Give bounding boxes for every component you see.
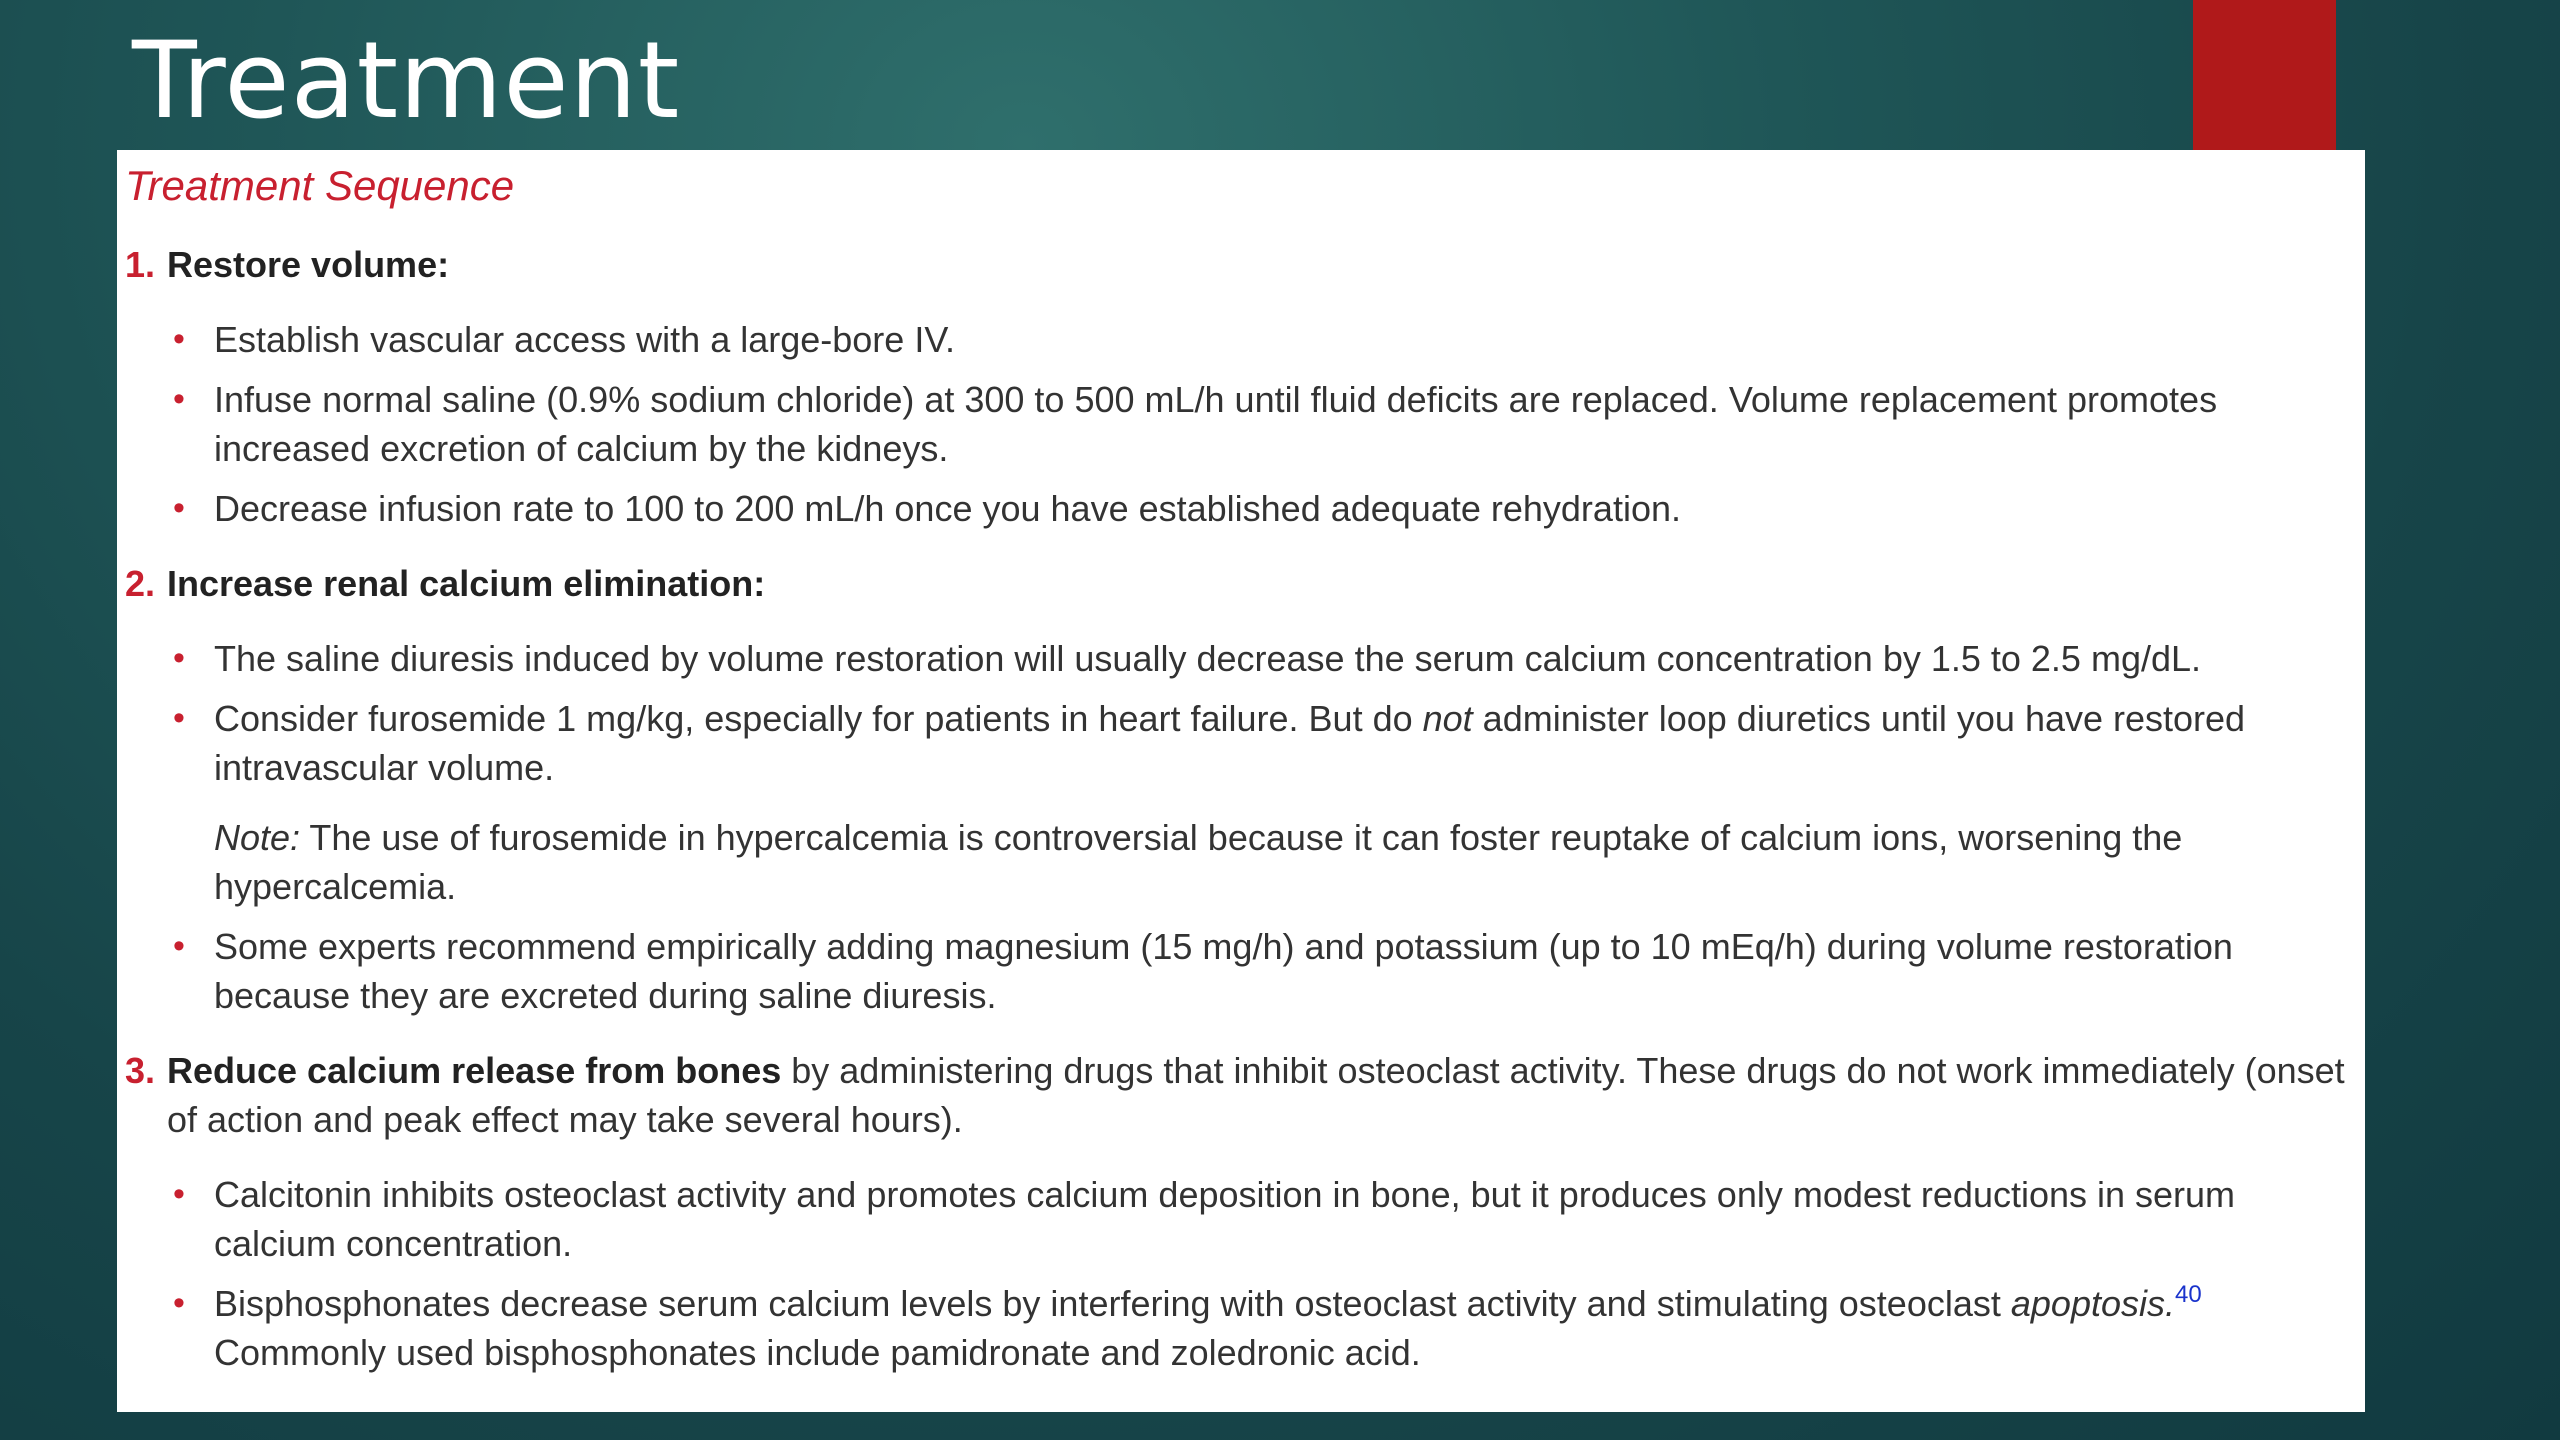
note-text: The use of furosemide in hypercalcemia is controversial because it can foster reuptake of calcium ions, worsening the hypercalcemia. [214,817,2183,907]
step-bullets [167,634,2357,1020]
step-number: 3. [125,1050,156,1091]
bullet-text [214,1283,2202,1373]
step-number: 1. [125,244,156,285]
section-heading: Treatment Sequence [125,162,515,209]
bullet-dot-icon: • [173,639,185,677]
slide-title: Treatment [132,19,681,142]
step-increase-renal-elimination [125,559,2357,1020]
step-text [167,1050,2345,1140]
bullet-text [214,698,2245,788]
bullet-dot-icon: • [173,320,185,358]
step-bullets [167,1170,2357,1377]
emphasis-text: apoptosis. [2010,1283,2175,1324]
list-item [167,484,2357,533]
bullet-text-part: Bisphosphonates decrease serum calcium levels by interfering with osteoclast activity and stimulating osteoclast [214,1283,2011,1324]
note [167,813,2357,911]
list-item [167,634,2357,683]
step-heading: Increase renal calcium elimination: [167,563,766,604]
bullet-dot-icon: • [173,699,185,737]
bullet-text-part: Consider furosemide 1 mg/kg, especially for patients in heart failure. But do [214,698,1423,739]
note-label: Note: [214,817,301,858]
content-panel [117,150,2365,1412]
list-item [167,694,2357,792]
bullet-text: Some experts recommend empirically adding magnesium (15 mg/h) and potassium (up to 10 mEq/h) during volume restoration because they are excreted during saline diuresis. [214,926,2233,1016]
bullet-text: The saline diuresis induced by volume restoration will usually decrease the serum calcium concentration by 1.5 to 2.5 mg/dL. [214,638,2202,679]
bullet-text: Calcitonin inhibits osteoclast activity and promotes calcium deposition in bone, but it produces only modest reductions in serum calcium concentration. [214,1174,2236,1264]
bullet-dot-icon: • [173,927,185,965]
step-reduce-calcium-release [125,1046,2357,1377]
bullet-dot-icon: • [173,380,185,418]
list-item [167,1279,2357,1377]
step-heading-rest: by administering drugs that inhibit osteoclast activity. These drugs do not work immediately (onset of action and peak effect may take several hours). [167,1050,2345,1140]
bullet-text-part: administer loop diuretics until you have restored intravascular volume. [214,698,2246,788]
bullet-dot-icon: • [173,1284,185,1322]
reference-link[interactable]: 40 [2174,1281,2202,1308]
list-item [167,375,2357,473]
bullet-text: Establish vascular access with a large-bore IV. [214,319,956,360]
step-heading: Restore volume: [167,244,450,285]
list-item [167,1170,2357,1268]
bullet-dot-icon: • [173,489,185,527]
accent-block [2193,0,2336,150]
step-number: 2. [125,563,156,604]
emphasis-text: not [1422,698,1473,739]
treatment-steps [125,240,2357,1377]
bullet-text: Decrease infusion rate to 100 to 200 mL/h once you have established adequate rehydration. [214,488,1681,529]
bullet-text-part: Commonly used bisphosphonates include pamidronate and zoledronic acid. [214,1332,1421,1373]
bullet-text: Infuse normal saline (0.9% sodium chloride) at 300 to 500 mL/h until fluid deficits are replaced. Volume replacement promotes increased excretion of calcium by the kidneys. [214,379,2218,469]
step-heading: Reduce calcium release from bones [167,1050,782,1091]
step-bullets [167,315,2357,533]
bullet-dot-icon: • [173,1175,185,1213]
list-item [167,315,2357,364]
list-item [167,922,2357,1020]
step-restore-volume [125,240,2357,533]
